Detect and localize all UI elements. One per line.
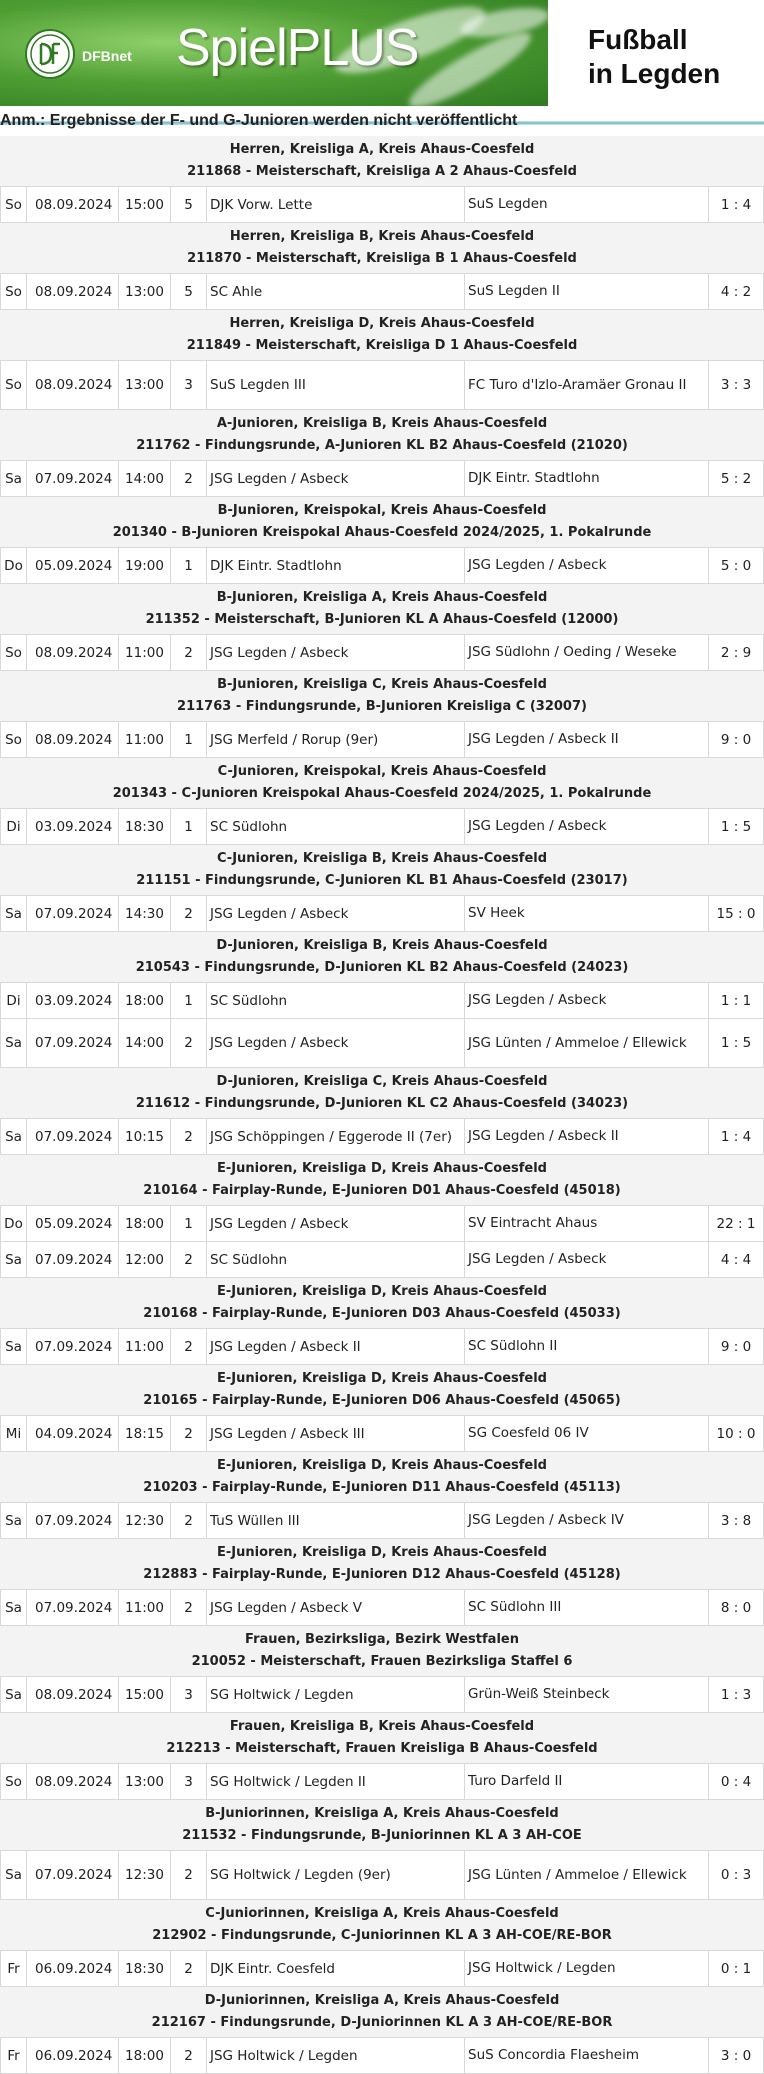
match-matchday: 2 — [171, 1329, 207, 1364]
match-time: 18:00 — [119, 2038, 171, 2073]
match-score: 0 : 3 — [709, 1851, 764, 1899]
match-time: 13:00 — [119, 1764, 171, 1799]
competition-league: D-Junioren, Kreisliga B, Kreis Ahaus-Coesfeld — [216, 938, 548, 953]
match-row — [0, 187, 764, 223]
match-date: 07.09.2024 — [27, 896, 119, 931]
match-day: So — [0, 274, 27, 309]
competition-title: 201340 - B-Junioren Kreispokal Ahaus-Coesfeld 2024/2025, 1. Pokalrunde — [112, 525, 652, 540]
match-date: 06.09.2024 — [27, 2038, 119, 2073]
match-matchday: 2 — [171, 1416, 207, 1451]
match-matchday: 3 — [171, 361, 207, 409]
home-team: DJK Eintr. Coesfeld — [207, 1951, 465, 1986]
competition-league: Frauen, Bezirksliga, Bezirk Westfalen — [245, 1632, 519, 1647]
match-time: 13:00 — [119, 361, 171, 409]
away-team: JSG Legden / Asbeck — [465, 1242, 709, 1277]
away-team: JSG Legden / Asbeck II — [465, 1119, 709, 1154]
match-day: So — [0, 635, 27, 670]
match-day: Fr — [0, 2038, 27, 2073]
away-team: Turo Darfeld II — [465, 1764, 709, 1799]
match-time: 14:00 — [119, 461, 171, 496]
match-score: 3 : 3 — [709, 361, 764, 409]
home-team: JSG Legden / Asbeck — [207, 461, 465, 496]
notice-text: Anm.: Ergebnisse der F- und G-Junioren werden nicht veröffentlicht — [0, 112, 518, 129]
home-team: SG Holtwick / Legden — [207, 1677, 465, 1712]
match-time: 12:30 — [119, 1851, 171, 1899]
match-day: Sa — [0, 1677, 27, 1712]
competition-league: E-Junioren, Kreisliga D, Kreis Ahaus-Coesfeld — [217, 1284, 547, 1299]
results-table — [0, 136, 764, 2074]
match-date: 08.09.2024 — [27, 1764, 119, 1799]
home-team: JSG Legden / Asbeck II — [207, 1329, 465, 1364]
match-matchday: 2 — [171, 896, 207, 931]
match-date: 08.09.2024 — [27, 722, 119, 757]
match-matchday: 3 — [171, 1764, 207, 1799]
competition-header — [0, 1900, 764, 1951]
competition-header — [0, 1365, 764, 1416]
match-score: 15 : 0 — [709, 896, 764, 931]
competition-league: E-Junioren, Kreisliga D, Kreis Ahaus-Coesfeld — [217, 1545, 547, 1560]
match-matchday: 2 — [171, 461, 207, 496]
match-row — [0, 1019, 764, 1068]
match-row — [0, 1951, 764, 1987]
away-team: JSG Lünten / Ammeloe / Ellewick — [465, 1851, 709, 1899]
match-time: 18:00 — [119, 983, 171, 1018]
match-row — [0, 635, 764, 671]
match-day: Sa — [0, 1503, 27, 1538]
match-date: 08.09.2024 — [27, 635, 119, 670]
away-team: DJK Eintr. Stadtlohn — [465, 461, 709, 496]
match-score: 22 : 1 — [709, 1206, 764, 1241]
match-matchday: 2 — [171, 635, 207, 670]
match-date: 07.09.2024 — [27, 1503, 119, 1538]
match-matchday: 1 — [171, 1206, 207, 1241]
competition-league: A-Junioren, Kreisliga B, Kreis Ahaus-Coesfeld — [216, 416, 548, 431]
match-day: Sa — [0, 1019, 27, 1067]
competition-league: B-Junioren, Kreisliga C, Kreis Ahaus-Coesfeld — [217, 677, 547, 692]
away-team: Grün-Weiß Steinbeck — [465, 1677, 709, 1712]
competition-title: 211151 - Findungsrunde, C-Junioren KL B1 Ahaus-Coesfeld (23017) — [136, 873, 628, 888]
competition-title: 201343 - C-Junioren Kreispokal Ahaus-Coesfeld 2024/2025, 1. Pokalrunde — [112, 786, 652, 801]
home-team: JSG Legden / Asbeck — [207, 896, 465, 931]
competition-league: B-Junioren, Kreispokal, Kreis Ahaus-Coesfeld — [217, 503, 547, 518]
away-team: SC Südlohn III — [465, 1590, 709, 1625]
away-team: SuS Concordia Flaesheim — [465, 2038, 709, 2073]
competition-title: 211870 - Meisterschaft, Kreisliga B 1 Ahaus-Coesfeld — [187, 251, 577, 266]
competition-league: D-Junioren, Kreisliga C, Kreis Ahaus-Coesfeld — [216, 1074, 548, 1089]
competition-league: C-Junioren, Kreispokal, Kreis Ahaus-Coesfeld — [217, 764, 547, 779]
competition-header — [0, 1278, 764, 1329]
competition-title: 212167 - Findungsrunde, D-Juniorinnen KL A 3 AH-COE/RE-BOR — [151, 2015, 613, 2030]
match-date: 05.09.2024 — [27, 1206, 119, 1241]
match-matchday: 5 — [171, 274, 207, 309]
match-score: 0 : 4 — [709, 1764, 764, 1799]
competition-title: 211532 - Findungsrunde, B-Juniorinnen KL A 3 AH-COE — [182, 1828, 582, 1843]
competition-title: 210203 - Fairplay-Runde, E-Junioren D11 Ahaus-Coesfeld (45113) — [143, 1480, 621, 1495]
match-time: 19:00 — [119, 548, 171, 583]
match-date: 08.09.2024 — [27, 361, 119, 409]
match-row — [0, 2038, 764, 2074]
competition-league: E-Junioren, Kreisliga D, Kreis Ahaus-Coesfeld — [217, 1161, 547, 1176]
competition-header — [0, 758, 764, 809]
match-time: 18:30 — [119, 809, 171, 844]
home-team: DJK Eintr. Stadtlohn — [207, 548, 465, 583]
match-date: 03.09.2024 — [27, 983, 119, 1018]
competition-header — [0, 223, 764, 274]
page-title-line1: Fußball — [588, 24, 688, 55]
match-matchday: 1 — [171, 548, 207, 583]
match-date: 04.09.2024 — [27, 1416, 119, 1451]
away-team: FC Turo d'Izlo-Aramäer Gronau II — [465, 361, 709, 409]
match-date: 07.09.2024 — [27, 1119, 119, 1154]
home-team: DJK Vorw. Lette — [207, 187, 465, 222]
match-row — [0, 1851, 764, 1900]
match-time: 11:00 — [119, 1590, 171, 1625]
match-matchday: 1 — [171, 722, 207, 757]
match-day: Di — [0, 983, 27, 1018]
match-matchday: 2 — [171, 1019, 207, 1067]
match-day: Di — [0, 809, 27, 844]
away-team: JSG Legden / Asbeck II — [465, 722, 709, 757]
match-day: Sa — [0, 1119, 27, 1154]
match-time: 11:00 — [119, 635, 171, 670]
match-day: So — [0, 361, 27, 409]
competition-header — [0, 932, 764, 983]
match-time: 18:00 — [119, 1206, 171, 1241]
match-date: 08.09.2024 — [27, 1677, 119, 1712]
match-day: So — [0, 1764, 27, 1799]
match-date: 07.09.2024 — [27, 1851, 119, 1899]
away-team: JSG Legden / Asbeck — [465, 548, 709, 583]
competition-title: 211849 - Meisterschaft, Kreisliga D 1 Ahaus-Coesfeld — [186, 338, 578, 353]
match-matchday: 1 — [171, 809, 207, 844]
match-date: 07.09.2024 — [27, 1242, 119, 1277]
match-row — [0, 361, 764, 410]
away-team: JSG Südlohn / Oeding / Weseke — [465, 635, 709, 670]
match-day: Do — [0, 548, 27, 583]
away-team: JSG Lünten / Ammeloe / Ellewick — [465, 1019, 709, 1067]
home-team: JSG Legden / Asbeck — [207, 1019, 465, 1067]
match-score: 0 : 1 — [709, 1951, 764, 1986]
match-row — [0, 1590, 764, 1626]
competition-header — [0, 1155, 764, 1206]
match-score: 10 : 0 — [709, 1416, 764, 1451]
away-team: JSG Legden / Asbeck — [465, 809, 709, 844]
match-matchday: 2 — [171, 2038, 207, 2073]
competition-league: Herren, Kreisliga B, Kreis Ahaus-Coesfeld — [229, 229, 535, 244]
competition-title: 210165 - Fairplay-Runde, E-Junioren D06 Ahaus-Coesfeld (45065) — [143, 1393, 621, 1408]
match-date: 08.09.2024 — [27, 274, 119, 309]
home-team: SC Südlohn — [207, 983, 465, 1018]
competition-league: B-Junioren, Kreisliga A, Kreis Ahaus-Coesfeld — [216, 590, 548, 605]
dfbnet-label: DFBnet — [82, 48, 132, 64]
competition-header — [0, 136, 764, 187]
competition-header — [0, 1800, 764, 1851]
competition-title: 212902 - Findungsrunde, C-Juniorinnen KL A 3 AH-COE/RE-BOR — [152, 1928, 612, 1943]
match-row — [0, 274, 764, 310]
competition-header — [0, 671, 764, 722]
competition-league: C-Junioren, Kreisliga B, Kreis Ahaus-Coesfeld — [216, 851, 548, 866]
match-time: 12:00 — [119, 1242, 171, 1277]
away-team: SuS Legden II — [465, 274, 709, 309]
home-team: TuS Wüllen III — [207, 1503, 465, 1538]
competition-title: 210168 - Fairplay-Runde, E-Junioren D03 Ahaus-Coesfeld (45033) — [143, 1306, 621, 1321]
competition-header — [0, 845, 764, 896]
away-team: SV Heek — [465, 896, 709, 931]
match-date: 03.09.2024 — [27, 809, 119, 844]
match-row — [0, 896, 764, 932]
competition-header — [0, 1626, 764, 1677]
match-row — [0, 461, 764, 497]
match-time: 14:30 — [119, 896, 171, 931]
match-row — [0, 548, 764, 584]
home-team: SG Holtwick / Legden (9er) — [207, 1851, 465, 1899]
match-day: Sa — [0, 1329, 27, 1364]
match-row — [0, 1416, 764, 1452]
title-box — [552, 0, 764, 106]
match-matchday: 2 — [171, 1119, 207, 1154]
match-matchday: 2 — [171, 1242, 207, 1277]
match-time: 14:00 — [119, 1019, 171, 1067]
competition-title: 212213 - Meisterschaft, Frauen Kreisliga B Ahaus-Coesfeld — [166, 1741, 598, 1756]
match-score: 2 : 9 — [709, 635, 764, 670]
match-date: 07.09.2024 — [27, 461, 119, 496]
match-date: 06.09.2024 — [27, 1951, 119, 1986]
match-date: 07.09.2024 — [27, 1590, 119, 1625]
match-row — [0, 1206, 764, 1242]
match-day: Sa — [0, 461, 27, 496]
match-day: So — [0, 187, 27, 222]
away-team: SV Eintracht Ahaus — [465, 1206, 709, 1241]
competition-header — [0, 310, 764, 361]
match-score: 3 : 8 — [709, 1503, 764, 1538]
page-title-line2: in Legden — [588, 58, 721, 89]
notice-bar — [0, 112, 764, 132]
home-team: JSG Legden / Asbeck III — [207, 1416, 465, 1451]
competition-league: Herren, Kreisliga D, Kreis Ahaus-Coesfeld — [229, 316, 535, 331]
match-date: 08.09.2024 — [27, 187, 119, 222]
match-time: 10:15 — [119, 1119, 171, 1154]
match-score: 1 : 5 — [709, 1019, 764, 1067]
match-row — [0, 983, 764, 1019]
match-row — [0, 809, 764, 845]
competition-title: 211762 - Findungsrunde, A-Junioren KL B2 Ahaus-Coesfeld (21020) — [136, 438, 628, 453]
competition-league: Herren, Kreisliga A, Kreis Ahaus-Coesfeld — [229, 142, 535, 157]
competition-league: D-Juniorinnen, Kreisliga A, Kreis Ahaus-Coesfeld — [204, 1993, 560, 2008]
away-team: SC Südlohn II — [465, 1329, 709, 1364]
competition-title: 212883 - Fairplay-Runde, E-Junioren D12 Ahaus-Coesfeld (45128) — [143, 1567, 621, 1582]
match-score: 9 : 0 — [709, 722, 764, 757]
match-day: So — [0, 722, 27, 757]
match-date: 07.09.2024 — [27, 1329, 119, 1364]
match-row — [0, 1242, 764, 1278]
competition-header — [0, 1713, 764, 1764]
dfb-logo-icon — [24, 26, 76, 82]
match-score: 8 : 0 — [709, 1590, 764, 1625]
match-row — [0, 1764, 764, 1800]
match-score: 1 : 1 — [709, 983, 764, 1018]
home-team: SC Ahle — [207, 274, 465, 309]
match-matchday: 2 — [171, 1590, 207, 1625]
match-matchday: 2 — [171, 1503, 207, 1538]
competition-header — [0, 1987, 764, 2038]
home-team: SuS Legden III — [207, 361, 465, 409]
match-time: 15:00 — [119, 1677, 171, 1712]
match-row — [0, 1503, 764, 1539]
match-score: 4 : 2 — [709, 274, 764, 309]
competition-title: 211612 - Findungsrunde, D-Junioren KL C2 Ahaus-Coesfeld (34023) — [135, 1096, 629, 1111]
spielplus-brand: SpielPLUS — [176, 19, 419, 77]
match-time: 11:00 — [119, 1329, 171, 1364]
match-row — [0, 1119, 764, 1155]
match-score: 4 : 4 — [709, 1242, 764, 1277]
match-score: 3 : 0 — [709, 2038, 764, 2073]
away-team: JSG Holtwick / Legden — [465, 1951, 709, 1986]
competition-header — [0, 497, 764, 548]
match-matchday: 2 — [171, 1851, 207, 1899]
match-time: 18:15 — [119, 1416, 171, 1451]
match-day: Sa — [0, 896, 27, 931]
home-team: JSG Legden / Asbeck — [207, 1206, 465, 1241]
match-date: 07.09.2024 — [27, 1019, 119, 1067]
match-matchday: 3 — [171, 1677, 207, 1712]
match-day: Mi — [0, 1416, 27, 1451]
match-score: 1 : 4 — [709, 1119, 764, 1154]
match-row — [0, 1677, 764, 1713]
competition-header — [0, 410, 764, 461]
home-team: SG Holtwick / Legden II — [207, 1764, 465, 1799]
competition-title: 211868 - Meisterschaft, Kreisliga A 2 Ahaus-Coesfeld — [187, 164, 577, 179]
home-team: JSG Schöppingen / Eggerode II (7er) — [207, 1119, 465, 1154]
home-team: JSG Legden / Asbeck V — [207, 1590, 465, 1625]
away-team: SuS Legden — [465, 187, 709, 222]
competition-header — [0, 584, 764, 635]
match-day: Fr — [0, 1951, 27, 1986]
match-day: Sa — [0, 1851, 27, 1899]
match-day: Do — [0, 1206, 27, 1241]
home-team: SC Südlohn — [207, 809, 465, 844]
match-row — [0, 1329, 764, 1365]
match-score: 5 : 2 — [709, 461, 764, 496]
competition-league: E-Junioren, Kreisliga D, Kreis Ahaus-Coesfeld — [217, 1371, 547, 1386]
match-score: 1 : 5 — [709, 809, 764, 844]
home-team: JSG Holtwick / Legden — [207, 2038, 465, 2073]
match-time: 18:30 — [119, 1951, 171, 1986]
match-score: 5 : 0 — [709, 548, 764, 583]
home-team: JSG Legden / Asbeck — [207, 635, 465, 670]
page-header — [0, 0, 764, 129]
match-date: 05.09.2024 — [27, 548, 119, 583]
match-matchday: 2 — [171, 1951, 207, 1986]
match-row — [0, 722, 764, 758]
away-team: JSG Legden / Asbeck IV — [465, 1503, 709, 1538]
competition-title: 211352 - Meisterschaft, B-Junioren KL A Ahaus-Coesfeld (12000) — [145, 612, 619, 627]
match-score: 9 : 0 — [709, 1329, 764, 1364]
match-matchday: 5 — [171, 187, 207, 222]
competition-header — [0, 1539, 764, 1590]
competition-header — [0, 1068, 764, 1119]
match-time: 15:00 — [119, 187, 171, 222]
match-matchday: 1 — [171, 983, 207, 1018]
away-team: JSG Legden / Asbeck — [465, 983, 709, 1018]
home-team: SC Südlohn — [207, 1242, 465, 1277]
competition-title: 211763 - Findungsrunde, B-Junioren Kreisliga C (32007) — [177, 699, 587, 714]
competition-header — [0, 1452, 764, 1503]
match-score: 1 : 4 — [709, 187, 764, 222]
home-team: JSG Merfeld / Rorup (9er) — [207, 722, 465, 757]
competition-title: 210052 - Meisterschaft, Frauen Bezirksliga Staffel 6 — [191, 1654, 573, 1669]
competition-league: B-Juniorinnen, Kreisliga A, Kreis Ahaus-Coesfeld — [205, 1806, 559, 1821]
match-time: 11:00 — [119, 722, 171, 757]
match-day: Sa — [0, 1590, 27, 1625]
spielplus-banner — [0, 0, 548, 106]
competition-title: 210543 - Findungsrunde, D-Junioren KL B2 Ahaus-Coesfeld (24023) — [135, 960, 629, 975]
match-time: 13:00 — [119, 274, 171, 309]
competition-league: Frauen, Kreisliga B, Kreis Ahaus-Coesfeld — [229, 1719, 535, 1734]
match-day: Sa — [0, 1242, 27, 1277]
away-team: SG Coesfeld 06 IV — [465, 1416, 709, 1451]
match-score: 1 : 3 — [709, 1677, 764, 1712]
competition-title: 210164 - Fairplay-Runde, E-Junioren D01 Ahaus-Coesfeld (45018) — [143, 1183, 621, 1198]
match-time: 12:30 — [119, 1503, 171, 1538]
competition-league: E-Junioren, Kreisliga D, Kreis Ahaus-Coesfeld — [217, 1458, 547, 1473]
competition-league: C-Juniorinnen, Kreisliga A, Kreis Ahaus-Coesfeld — [205, 1906, 559, 1921]
